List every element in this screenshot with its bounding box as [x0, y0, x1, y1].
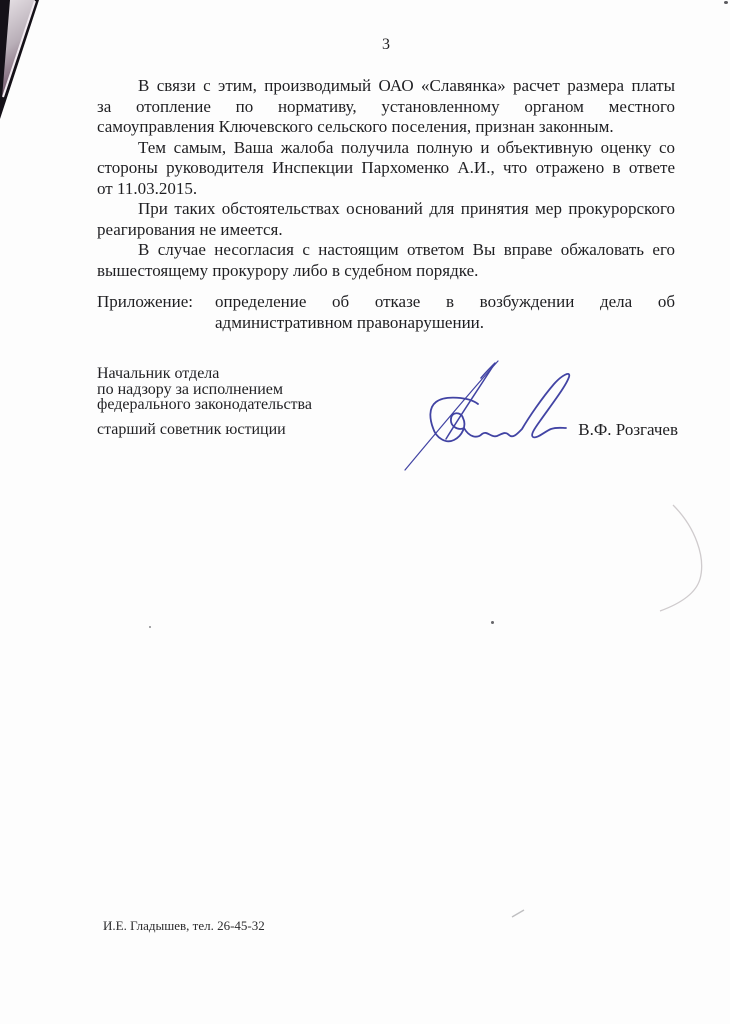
signer-title-line: Начальник отдела — [97, 365, 220, 382]
paragraph-line: В случае несогласия с настоящим ответом Вы вправе обжаловать его — [138, 240, 675, 259]
signer-title-line: федерального законодательства — [97, 396, 312, 414]
paragraph-line: самоуправления Ключевского сельского поселения, признан законным. — [97, 117, 614, 136]
attachment-content — [215, 292, 675, 333]
paragraph-line: за отопление по нормативу, установленному органом местного — [97, 96, 675, 116]
paragraph-line: вышестоящему прокурору либо в судебном порядке. — [97, 260, 479, 280]
scan-speck — [724, 1, 728, 4]
scan-scratch-artifact — [510, 906, 528, 920]
paragraph-line: реагирования не имеется. — [97, 219, 283, 239]
page-number: 3 — [382, 36, 390, 53]
executor-contact: И.Е. Гладышев, тел. 26-45-32 — [103, 918, 265, 933]
scan-speck — [491, 621, 494, 624]
scan-speck — [149, 626, 151, 628]
letter-body — [97, 76, 675, 281]
paragraph-line: При таких обстоятельствах оснований для принятия мер прокурорского — [138, 199, 675, 218]
attachment-block — [97, 292, 675, 333]
signer-title-block — [97, 366, 312, 413]
paragraph-line: от 11.03.2015. — [97, 178, 198, 198]
signer-rank: старший советник юстиции — [97, 421, 286, 438]
scan-arc-artifact — [640, 495, 720, 620]
attachment-line: административном правонарушении. — [215, 312, 485, 332]
attachment-line: определение об отказе в возбуждении дела об — [215, 292, 675, 311]
paragraph-line: В связи с этим, производимый ОАО «Славянка» расчет размера платы — [138, 76, 675, 95]
paragraph-line: Тем самым, Ваша жалоба получила полную и объективную оценку со — [138, 137, 675, 157]
signer-title-line: по надзору за исполнением — [97, 380, 284, 398]
page-fold-artifact — [0, 0, 46, 126]
attachment-label: Приложение: — [97, 292, 193, 311]
signer-name: В.Ф. Розгачев — [578, 420, 678, 439]
paragraph-line: стороны руководителя Инспекции Пархоменко А.И., что отражено в ответе — [97, 158, 675, 177]
